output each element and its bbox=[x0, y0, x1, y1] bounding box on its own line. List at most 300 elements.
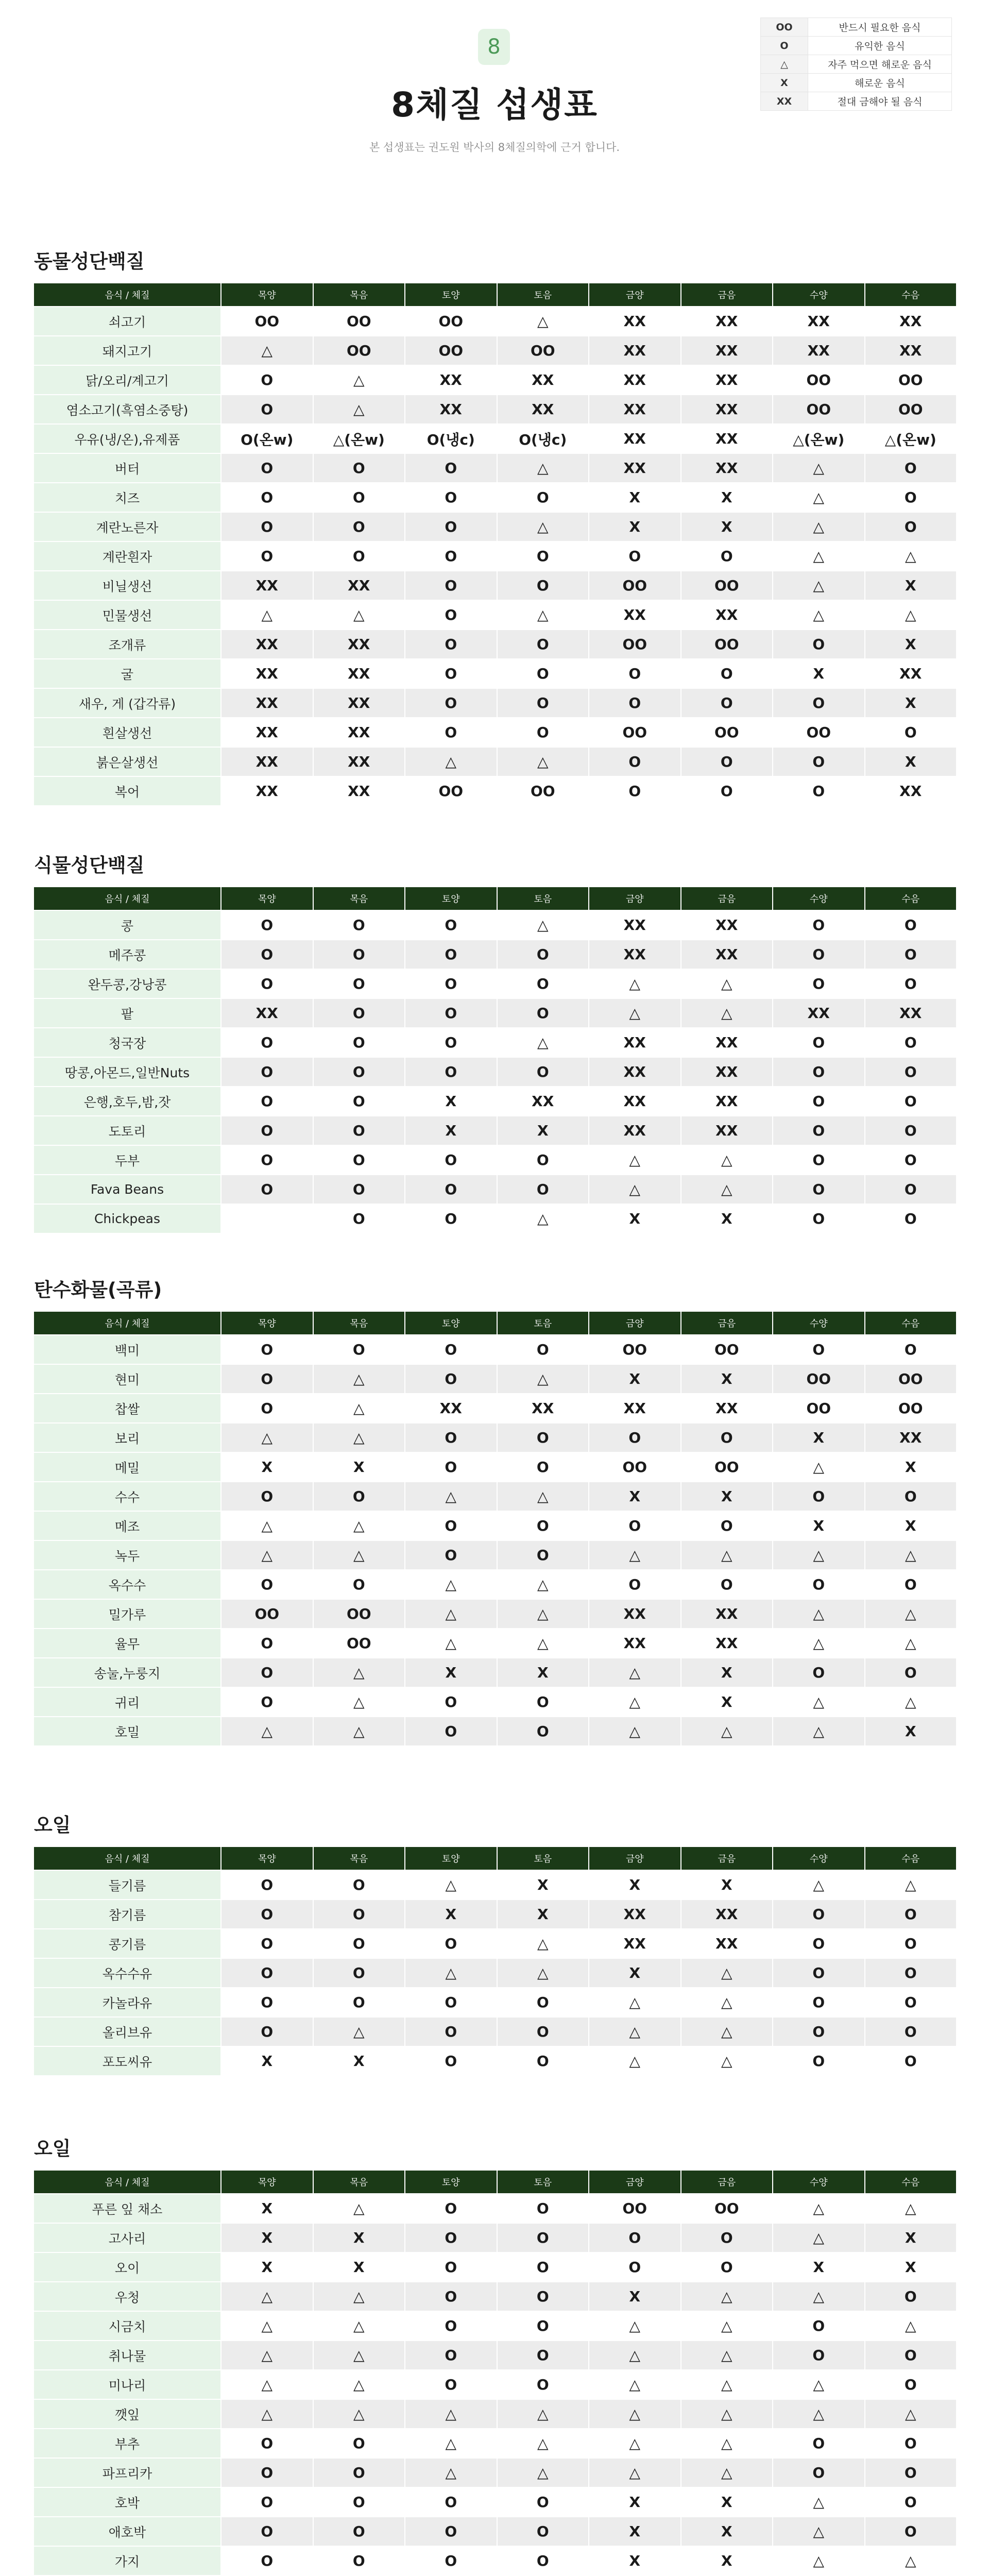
rating-cell: O bbox=[405, 2547, 498, 2576]
table-header-row bbox=[34, 1847, 957, 1871]
rating-cell: △ bbox=[773, 454, 865, 483]
rating-cell: XX bbox=[681, 1116, 774, 1146]
rating-cell: O bbox=[498, 1541, 590, 1570]
rating-cell: X bbox=[498, 1658, 590, 1688]
column-header-food: 음식 / 체질 bbox=[34, 2171, 221, 2194]
rating-cell: XX bbox=[589, 1600, 681, 1629]
column-header-type: 목양 bbox=[221, 1312, 314, 1335]
rating-cell: O bbox=[773, 1146, 865, 1175]
rating-cell: O bbox=[221, 1629, 314, 1658]
rating-cell: △ bbox=[681, 2047, 774, 2076]
rating-cell: OO bbox=[221, 307, 314, 336]
rating-cell: O bbox=[865, 2429, 958, 2459]
rating-cell: O bbox=[314, 1116, 406, 1146]
rating-cell: OO bbox=[773, 1365, 865, 1394]
rating-cell: OO bbox=[773, 718, 865, 748]
food-name: 계란노른자 bbox=[34, 513, 221, 542]
rating-cell: △ bbox=[498, 1929, 590, 1959]
legend-table bbox=[760, 18, 952, 111]
rating-cell: O bbox=[589, 689, 681, 718]
rating-cell: OO bbox=[589, 630, 681, 659]
rating-cell: X bbox=[589, 1959, 681, 1988]
rating-cell: O bbox=[498, 2224, 590, 2253]
rating-cell: O bbox=[773, 1658, 865, 1688]
column-header-type: 목음 bbox=[314, 283, 406, 307]
food-name: 닭/오리/계고기 bbox=[34, 366, 221, 395]
rating-cell: O bbox=[589, 659, 681, 689]
rating-cell: O bbox=[498, 999, 590, 1028]
legend-description: 유익한 음식 bbox=[808, 37, 952, 55]
food-name: 계란흰자 bbox=[34, 542, 221, 571]
rating-cell: X bbox=[589, 1482, 681, 1512]
rating-cell: △ bbox=[314, 2282, 406, 2312]
rating-cell: △ bbox=[681, 2312, 774, 2341]
rating-cell: XX bbox=[681, 1058, 774, 1087]
rating-cell: O bbox=[773, 1058, 865, 1087]
table-row bbox=[34, 307, 957, 336]
rating-cell: O bbox=[865, 1570, 958, 1600]
rating-cell: △ bbox=[681, 2459, 774, 2488]
rating-cell: X bbox=[681, 1658, 774, 1688]
food-name: 수수 bbox=[34, 1482, 221, 1512]
rating-cell: XX bbox=[589, 395, 681, 425]
rating-cell: O bbox=[405, 999, 498, 1028]
food-name: 송눌,누룽지 bbox=[34, 1658, 221, 1688]
rating-cell: X bbox=[589, 513, 681, 542]
rating-cell: O bbox=[773, 689, 865, 718]
rating-cell: XX bbox=[681, 425, 774, 454]
table-row bbox=[34, 1600, 957, 1629]
rating-cell: OO bbox=[865, 366, 958, 395]
rating-cell: X bbox=[865, 1453, 958, 1482]
rating-cell: XX bbox=[314, 571, 406, 601]
rating-cell: △ bbox=[405, 1600, 498, 1629]
rating-cell: XX bbox=[681, 1087, 774, 1116]
rating-cell: O bbox=[773, 1570, 865, 1600]
rating-cell: O bbox=[773, 1959, 865, 1988]
rating-cell: O bbox=[498, 970, 590, 999]
rating-cell: OO bbox=[405, 336, 498, 366]
rating-cell: O bbox=[681, 1423, 774, 1453]
rating-cell: X bbox=[681, 1688, 774, 1717]
rating-cell: X bbox=[681, 483, 774, 513]
rating-cell: O bbox=[314, 1900, 406, 1929]
rating-cell: △ bbox=[405, 1482, 498, 1512]
rating-cell: O bbox=[681, 2224, 774, 2253]
rating-cell: △ bbox=[865, 1600, 958, 1629]
rating-cell: △ bbox=[773, 1717, 865, 1747]
food-name: 메주콩 bbox=[34, 940, 221, 970]
page-header bbox=[0, 0, 989, 227]
rating-cell: X bbox=[773, 659, 865, 689]
rating-cell: XX bbox=[773, 999, 865, 1028]
rating-cell: O bbox=[314, 1482, 406, 1512]
food-name: 호밀 bbox=[34, 1717, 221, 1747]
food-name: 고사리 bbox=[34, 2224, 221, 2253]
rating-cell: O bbox=[865, 1175, 958, 1205]
rating-cell: △ bbox=[589, 2400, 681, 2429]
rating-cell: O bbox=[773, 1205, 865, 1234]
rating-cell: △ bbox=[681, 2400, 774, 2429]
section-1 bbox=[34, 851, 957, 1234]
rating-cell: △ bbox=[589, 1717, 681, 1747]
rating-cell: O bbox=[221, 940, 314, 970]
rating-cell: XX bbox=[498, 395, 590, 425]
rating-cell: X bbox=[773, 1512, 865, 1541]
rating-cell: XX bbox=[865, 1423, 958, 1453]
rating-cell: XX bbox=[589, 425, 681, 454]
column-header-type: 수양 bbox=[773, 2171, 865, 2194]
column-header-type: 수음 bbox=[865, 1312, 958, 1335]
food-name: 땅콩,아몬드,일반Nuts bbox=[34, 1058, 221, 1087]
rating-cell: O bbox=[221, 1335, 314, 1365]
rating-cell: O bbox=[498, 2194, 590, 2224]
rating-cell: △ bbox=[773, 2400, 865, 2429]
table-row bbox=[34, 2370, 957, 2400]
rating-cell: O bbox=[498, 2018, 590, 2047]
rating-cell: △ bbox=[221, 1717, 314, 1747]
table-row bbox=[34, 1658, 957, 1688]
rating-cell: △ bbox=[221, 2400, 314, 2429]
rating-cell: OO bbox=[314, 1629, 406, 1658]
rating-cell: X bbox=[865, 748, 958, 777]
food-name: 조개류 bbox=[34, 630, 221, 659]
rating-cell: O bbox=[405, 601, 498, 630]
column-header-type: 금양 bbox=[589, 1847, 681, 1871]
food-name: 들기름 bbox=[34, 1871, 221, 1900]
table-row bbox=[34, 1175, 957, 1205]
food-name: 오이 bbox=[34, 2253, 221, 2282]
rating-cell: △ bbox=[589, 1541, 681, 1570]
rating-cell: △ bbox=[589, 2047, 681, 2076]
rating-cell: O bbox=[221, 1116, 314, 1146]
rating-cell: O bbox=[773, 630, 865, 659]
rating-cell: X bbox=[681, 1871, 774, 1900]
rating-cell: O bbox=[405, 1541, 498, 1570]
rating-cell: O bbox=[405, 630, 498, 659]
rating-cell: O bbox=[865, 1929, 958, 1959]
rating-cell: XX bbox=[865, 999, 958, 1028]
rating-cell: XX bbox=[221, 718, 314, 748]
rating-cell: O bbox=[865, 2282, 958, 2312]
rating-cell: O bbox=[405, 1175, 498, 1205]
rating-cell: △ bbox=[865, 601, 958, 630]
column-header-type: 금양 bbox=[589, 887, 681, 911]
rating-cell: △ bbox=[498, 2429, 590, 2459]
legend-symbol: XX bbox=[761, 92, 808, 111]
rating-cell: O bbox=[405, 1146, 498, 1175]
rating-cell: XX bbox=[589, 1116, 681, 1146]
table-row bbox=[34, 454, 957, 483]
table-row bbox=[34, 630, 957, 659]
table-row bbox=[34, 999, 957, 1028]
rating-cell: O bbox=[221, 1394, 314, 1423]
section-title: 동물성단백질 bbox=[34, 250, 145, 273]
table-row bbox=[34, 336, 957, 366]
rating-cell: △ bbox=[498, 1028, 590, 1058]
legend-description: 자주 먹으면 해로운 음식 bbox=[808, 55, 952, 74]
rating-cell: XX bbox=[681, 1028, 774, 1058]
food-table bbox=[34, 1312, 957, 1747]
rating-cell: X bbox=[221, 2047, 314, 2076]
rating-cell: O bbox=[865, 1482, 958, 1512]
rating-cell: O bbox=[773, 748, 865, 777]
rating-cell: △ bbox=[773, 1629, 865, 1658]
rating-cell: O bbox=[865, 1959, 958, 1988]
rating-cell: O bbox=[498, 689, 590, 718]
rating-cell: XX bbox=[681, 366, 774, 395]
table-row bbox=[34, 777, 957, 806]
rating-cell: △ bbox=[221, 1541, 314, 1570]
rating-cell: XX bbox=[773, 336, 865, 366]
rating-cell: △ bbox=[589, 1988, 681, 2018]
rating-cell: OO bbox=[773, 366, 865, 395]
rating-cell: XX bbox=[681, 1394, 774, 1423]
rating-cell: O bbox=[589, 777, 681, 806]
rating-cell: △ bbox=[773, 2488, 865, 2517]
rating-cell: △ bbox=[589, 2459, 681, 2488]
table-row bbox=[34, 1205, 957, 1234]
rating-cell: O bbox=[221, 395, 314, 425]
table-row bbox=[34, 425, 957, 454]
rating-cell: O bbox=[405, 1929, 498, 1959]
rating-cell: △ bbox=[405, 2400, 498, 2429]
rating-cell: X bbox=[865, 689, 958, 718]
rating-cell: O bbox=[865, 1988, 958, 2018]
rating-cell: O bbox=[221, 1658, 314, 1688]
table-row bbox=[34, 571, 957, 601]
rating-cell: △ bbox=[589, 2312, 681, 2341]
rating-cell: △ bbox=[865, 2194, 958, 2224]
column-header-type: 토음 bbox=[498, 1847, 590, 1871]
rating-cell: △ bbox=[773, 2517, 865, 2547]
table-row bbox=[34, 1394, 957, 1423]
rating-cell: X bbox=[589, 483, 681, 513]
rating-cell: △ bbox=[589, 2370, 681, 2400]
rating-cell: XX bbox=[589, 1058, 681, 1087]
food-name: 보리 bbox=[34, 1423, 221, 1453]
rating-cell: △ bbox=[314, 1394, 406, 1423]
rating-cell: X bbox=[865, 2224, 958, 2253]
rating-cell: OO bbox=[498, 777, 590, 806]
rating-cell: O bbox=[221, 1570, 314, 1600]
rating-cell: △ bbox=[314, 1717, 406, 1747]
rating-cell: X bbox=[589, 2488, 681, 2517]
rating-cell: X bbox=[773, 2253, 865, 2282]
section-title: 식물성단백질 bbox=[34, 854, 145, 876]
rating-cell: XX bbox=[589, 1900, 681, 1929]
rating-cell: XX bbox=[221, 659, 314, 689]
table-row bbox=[34, 2400, 957, 2429]
column-header-type: 목음 bbox=[314, 2171, 406, 2194]
section-3 bbox=[34, 1811, 957, 2076]
page-title: 8체질 섭생표 bbox=[391, 85, 598, 125]
table-row bbox=[34, 2517, 957, 2547]
rating-cell: △ bbox=[773, 2547, 865, 2576]
table-row bbox=[34, 1453, 957, 1482]
rating-cell: XX bbox=[221, 748, 314, 777]
rating-cell: O bbox=[314, 2488, 406, 2517]
rating-cell: O bbox=[405, 2282, 498, 2312]
rating-cell: O bbox=[865, 2370, 958, 2400]
food-name: 참기름 bbox=[34, 1900, 221, 1929]
rating-cell: O bbox=[498, 1988, 590, 2018]
rating-cell: △ bbox=[498, 911, 590, 940]
rating-cell: O bbox=[773, 1028, 865, 1058]
rating-cell: O bbox=[589, 2224, 681, 2253]
logo-icon: 8 bbox=[478, 29, 510, 65]
food-name: Chickpeas bbox=[34, 1205, 221, 1234]
rating-cell: X bbox=[589, 2547, 681, 2576]
table-row bbox=[34, 689, 957, 718]
section-4 bbox=[34, 2134, 957, 2576]
rating-cell: △ bbox=[405, 2429, 498, 2459]
legend-description: 절대 금해야 될 음식 bbox=[808, 92, 952, 111]
rating-cell: O bbox=[498, 542, 590, 571]
food-name: 복어 bbox=[34, 777, 221, 806]
rating-cell: △ bbox=[221, 1512, 314, 1541]
rating-cell: O bbox=[405, 940, 498, 970]
rating-cell: O bbox=[405, 1423, 498, 1453]
rating-cell: O bbox=[865, 970, 958, 999]
rating-cell: O bbox=[314, 1871, 406, 1900]
food-name: 푸른 잎 채소 bbox=[34, 2194, 221, 2224]
rating-cell: XX bbox=[865, 777, 958, 806]
rating-cell: O bbox=[865, 2018, 958, 2047]
rating-cell: △ bbox=[589, 2429, 681, 2459]
rating-cell: △ bbox=[865, 1541, 958, 1570]
rating-cell: O bbox=[681, 542, 774, 571]
table-row bbox=[34, 2282, 957, 2312]
rating-cell: △ bbox=[314, 395, 406, 425]
rating-cell: O bbox=[405, 1058, 498, 1087]
table-row bbox=[34, 1717, 957, 1747]
rating-cell: XX bbox=[681, 395, 774, 425]
rating-cell: O bbox=[314, 542, 406, 571]
table-row bbox=[34, 1512, 957, 1541]
rating-cell: XX bbox=[589, 366, 681, 395]
rating-cell: △ bbox=[773, 1871, 865, 1900]
rating-cell: △ bbox=[865, 1688, 958, 1717]
rating-cell: △ bbox=[498, 2459, 590, 2488]
rating-cell: O bbox=[498, 2282, 590, 2312]
table-row bbox=[34, 1988, 957, 2018]
rating-cell: △ bbox=[498, 1570, 590, 1600]
rating-cell: X bbox=[498, 1871, 590, 1900]
column-header-type: 토양 bbox=[405, 283, 498, 307]
rating-cell: O bbox=[221, 1087, 314, 1116]
rating-cell: △ bbox=[498, 601, 590, 630]
column-header-type: 토양 bbox=[405, 887, 498, 911]
food-name: 민물생선 bbox=[34, 601, 221, 630]
rating-cell: O bbox=[865, 2047, 958, 2076]
food-name: 귀리 bbox=[34, 1688, 221, 1717]
rating-cell: O bbox=[773, 940, 865, 970]
column-header-type: 수음 bbox=[865, 283, 958, 307]
rating-cell: O bbox=[221, 1482, 314, 1512]
rating-cell: OO bbox=[681, 718, 774, 748]
food-table bbox=[34, 1847, 957, 2076]
rating-cell: OO bbox=[681, 1453, 774, 1482]
column-header-food: 음식 / 체질 bbox=[34, 887, 221, 911]
column-header-type: 금양 bbox=[589, 2171, 681, 2194]
food-name: 올리브유 bbox=[34, 2018, 221, 2047]
rating-cell: O bbox=[314, 2429, 406, 2459]
rating-cell: XX bbox=[681, 940, 774, 970]
rating-cell: △ bbox=[498, 513, 590, 542]
rating-cell: X bbox=[589, 2517, 681, 2547]
rating-cell: O bbox=[221, 2429, 314, 2459]
food-name: 우유(냉/온),유제품 bbox=[34, 425, 221, 454]
food-name: 치즈 bbox=[34, 483, 221, 513]
section-2 bbox=[34, 1276, 957, 1747]
rating-cell: △ bbox=[221, 336, 314, 366]
table-row bbox=[34, 659, 957, 689]
rating-cell: O bbox=[405, 542, 498, 571]
rating-cell: O(냉c) bbox=[498, 425, 590, 454]
rating-cell: O bbox=[681, 1512, 774, 1541]
rating-cell: △ bbox=[589, 1658, 681, 1688]
rating-cell: XX bbox=[589, 940, 681, 970]
column-header-type: 금음 bbox=[681, 1847, 774, 1871]
rating-cell: △ bbox=[589, 1175, 681, 1205]
food-name: 쇠고기 bbox=[34, 307, 221, 336]
column-header-food: 음식 / 체질 bbox=[34, 1847, 221, 1871]
rating-cell: △ bbox=[498, 1205, 590, 1234]
table-header-row bbox=[34, 887, 957, 911]
rating-cell: △ bbox=[314, 2018, 406, 2047]
rating-cell: X bbox=[681, 1205, 774, 1234]
rating-cell: △ bbox=[498, 1365, 590, 1394]
rating-cell: △ bbox=[405, 1629, 498, 1658]
rating-cell: O bbox=[773, 1482, 865, 1512]
rating-cell: △ bbox=[681, 2282, 774, 2312]
rating-cell: O bbox=[405, 2312, 498, 2341]
rating-cell: O bbox=[681, 748, 774, 777]
rating-cell: △ bbox=[498, 1959, 590, 1988]
rating-cell: OO bbox=[865, 1365, 958, 1394]
rating-cell: OO bbox=[589, 2194, 681, 2224]
food-name: 호박 bbox=[34, 2488, 221, 2517]
rating-cell: XX bbox=[865, 336, 958, 366]
rating-cell: O bbox=[773, 970, 865, 999]
rating-cell: OO bbox=[865, 1394, 958, 1423]
rating-cell: △ bbox=[405, 2459, 498, 2488]
rating-cell: X bbox=[865, 571, 958, 601]
food-name: 메조 bbox=[34, 1512, 221, 1541]
rating-cell: △ bbox=[681, 999, 774, 1028]
table-row bbox=[34, 1959, 957, 1988]
rating-cell: X bbox=[865, 630, 958, 659]
rating-cell: XX bbox=[314, 630, 406, 659]
rating-cell: △ bbox=[865, 1629, 958, 1658]
food-name: 버터 bbox=[34, 454, 221, 483]
column-header-type: 금음 bbox=[681, 2171, 774, 2194]
rating-cell: O bbox=[405, 1717, 498, 1747]
food-name: 흰살생선 bbox=[34, 718, 221, 748]
rating-cell: O bbox=[314, 911, 406, 940]
rating-cell: △ bbox=[773, 2194, 865, 2224]
rating-cell: O bbox=[498, 630, 590, 659]
rating-cell: XX bbox=[865, 307, 958, 336]
rating-cell: O bbox=[773, 1988, 865, 2018]
rating-cell: X bbox=[681, 513, 774, 542]
rating-cell: O bbox=[773, 1335, 865, 1365]
table-row bbox=[34, 2312, 957, 2341]
rating-cell: △(온w) bbox=[865, 425, 958, 454]
rating-cell: O bbox=[865, 1087, 958, 1116]
rating-cell: △ bbox=[221, 2282, 314, 2312]
